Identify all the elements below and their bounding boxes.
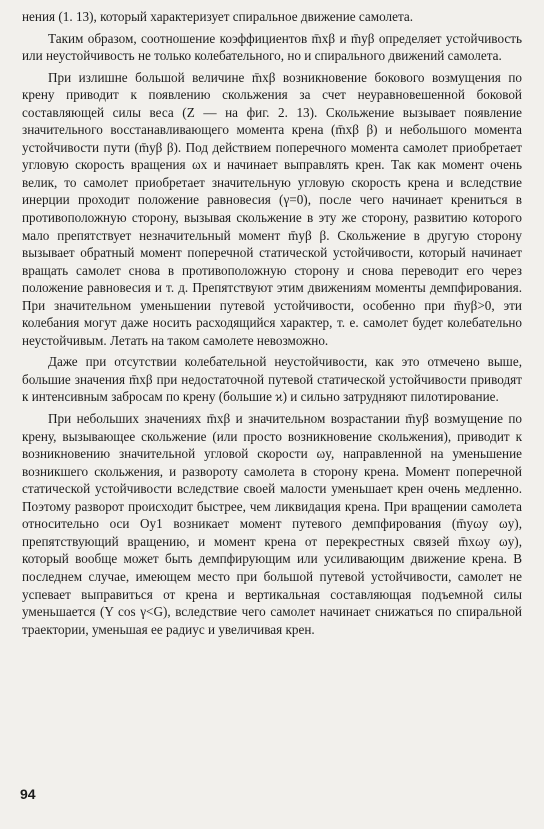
paragraph-large-roll-stability: При излишне большой величине m̄xβ возникновение бокового возмущения по крену приводит к появлению скольжения за счет неуравновешенной боковой составляющей силы веса (Z — на фиг. 2. 13). Скольжение вызывает появление значительного восстанавливающего момента крена (m̄xβ β) и небольшого момента устойчивости пути (m̄yβ β). Под действием поперечного момента самолет приобретает угловую скорость вращения ωx и начинает выправлять крен. Так как момент очень велик, то самолет приобретает значительную угловую скорость крена и вследствие инерции проходит положение равновесия (γ=0), после чего начинает крениться в противоположную сторону, вызывая скольжение в эту же сторону, развитию которого мало препятствует незначительный момент m̄yβ β. Скольжение в другую сторону вызывает обратный момент поперечной статической устойчивости, который начинает вращать самолет снова в противоположную сторону и снова переводит его через положение равновесия и т. д. Препятствуют этим движениям моменты демпфирования. При значительном уменьшении путевой устойчивости, особенно при m̄yβ>0, эти колебания могут даже носить расходящийся характер, т. е. самолет будет колебательно неустойчивым. Летать на таком самолете невозможно. [22, 69, 522, 348]
paragraph-spiral-motion: При небольших значениях m̄xβ и значительном возрастании m̄yβ возмущение по крену, вызывающее скольжение (или просто возникновение скольжения), приводит к возникновению значительной угловой скорости ωy, направленной на уменьшение возникшего скольжения, и развороту самолета в сторону крена. Момент поперечной статической устойчивости вследствие своей малости уменьшает крен очень медленно. Поэтому разворот происходит быстрее, чем ликвидация крена. При вращении самолета относительно оси Oy1 возникает момент путевого демпфирования (m̄yωy ωy), препятствующий вращению, и момент крена от перекрестных связей m̄xωy ωy), который вообще может быть демпфирующим или усиливающим движение крена. В последнем случае, имеющем место при большой путевой устойчивости, самолет не успевает выправиться от крена и вертикальная составляющая подъемной силы уменьшается (Y cos γ<G), вследствие чего самолет начинает снижаться по спиральной траектории, уменьшая ее радиус и увеличивая крен. [22, 411, 522, 637]
page-number: 94 [20, 786, 36, 802]
paragraph-coefficient-ratio: Таким образом, соотношение коэффициентов m̄xβ и m̄yβ определяет устойчивость или неустойчивость не только колебательного, но и спирального движений самолета. [22, 30, 522, 64]
paragraph-continuation: нения (1. 13), который характеризует спиральное движение самолета. [22, 9, 414, 24]
paragraph-no-oscillatory-instability: Даже при отсутствии колебательной неустойчивости, как это отмечено выше, большие значения m̄xβ при недостаточной путевой статической устойчивости приводят к интенсивным забросам по крену (большие ϰ) и сильно затрудняют пилотирование. [22, 354, 522, 405]
